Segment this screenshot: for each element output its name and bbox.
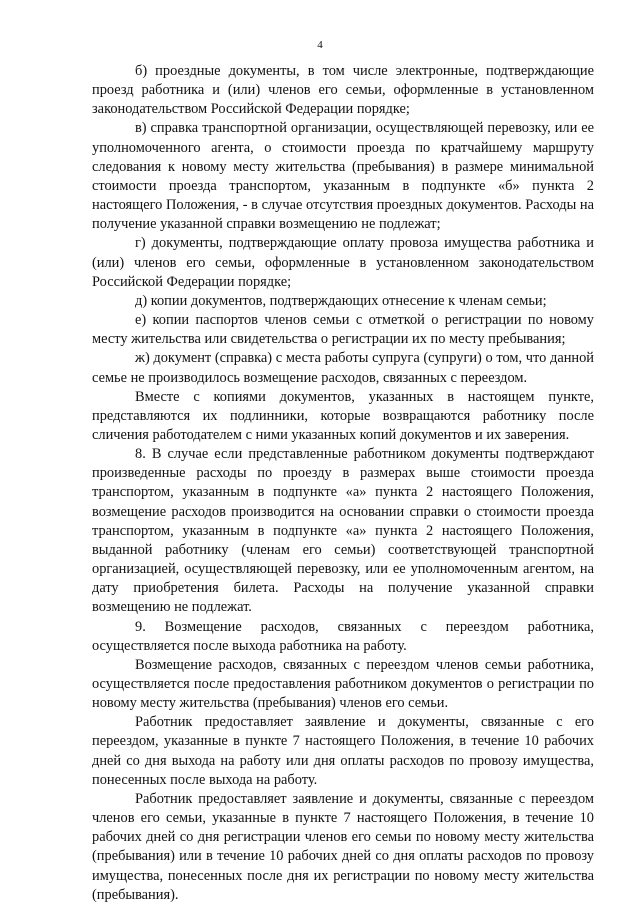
document-body (92, 62, 594, 905)
paragraph-d-family-documents: д) копии документов, подтверждающих отнесение к членам семьи; (135, 292, 547, 309)
paragraph-v-transport-certificate: в) справка транспортной организации, осуществляющей перевозку, или ее уполномоченного агента, о стоимости проезда по кратчайшему маршруту следования к новому месту жительства (пребывания) в размере минимальной стоимости проезда транспортом, указанным в подпункте «б» пункта 2 настоящего Положения, - в случае отсутствия проездных документов. Расходы на получение указанной справки возмещению не подлежат; (92, 120, 594, 233)
paragraph-family-application-deadline: Работник предоставляет заявление и документы, связанные с переездом членов его семьи, указанные в пункте 7 настоящего Положения, в течение 10 рабочих дней со дня регистрации членов его семьи по новому месту жительства (пребывания) или в течение 10 рабочих дней со дня оплаты расходов по провозу имущества, понесенных после дня их регистрации по новому месту жительства (пребывания). (92, 790, 594, 903)
paragraph-zh-spouse-certificate: ж) документ (справка) с места работы супруга (супруги) о том, что данной семье не производилось возмещение расходов, связанных с переездом. (92, 350, 594, 386)
paragraph-family-reimbursement: Возмещение расходов, связанных с переездом членов семьи работника, осуществляется после предоставления работником документов о регистрации по новому месту жительства (пребывания) членов его семьи. (92, 656, 594, 712)
paragraph-e-passport-copies: е) копии паспортов членов семьи с отметкой о регистрации по новому месту жительства или свидетельства о регистрации их по месту пребывания; (92, 312, 594, 348)
paragraph-employee-application-deadline: Работник предоставляет заявление и документы, связанные с его переездом, указанные в пункте 7 настоящего Положения, в течение 10 рабочих дней со дня выхода на работу или дня оплаты расходов по провозу имущества, понесенных после выхода на работу. (92, 714, 594, 788)
paragraph-b-travel-documents: б) проездные документы, в том числе электронные, подтверждающие проезд работника и (или) членов его семьи, оформленные в установленном законодательством Российской Федерации порядке; (92, 63, 594, 118)
paragraph-g-property-transport-payment: г) документы, подтверждающие оплату провоза имущества работника и (или) членов его семьи, оформленные в установленном законодательством Российской Федерации порядке; (92, 235, 594, 290)
paragraph-originals-with-copies: Вместе с копиями документов, указанных в настоящем пункте, представляются их подлинники, которые возвращаются работнику после сличения работодателем с ними указанных копий документов и их заверения. (92, 388, 594, 443)
paragraph-9-employee-reimbursement: 9. Возмещение расходов, связанных с переездом работника, осуществляется после выхода работника на работу. (92, 618, 594, 654)
paragraph-8-reimbursement-limit: 8. В случае если представленные работником документы подтверждают произведенные расходы по проезду в размерах выше стоимости проезда транспортом, указанным в подпункте «а» пункта 2 настоящего Положения, возмещение расходов производится на основании справки о стоимости проезда транспортом, указанным в подпункте «а» пункта 2 настоящего Положения, выданной работнику (членам его семьи) соответствующей транспортной организацией, осуществляющей перевозку, или ее уполномоченным агентом, на дату приобретения билета. Расходы на получение указанной справки возмещению не подлежат. (92, 446, 594, 616)
page-number: 4 (317, 39, 323, 51)
